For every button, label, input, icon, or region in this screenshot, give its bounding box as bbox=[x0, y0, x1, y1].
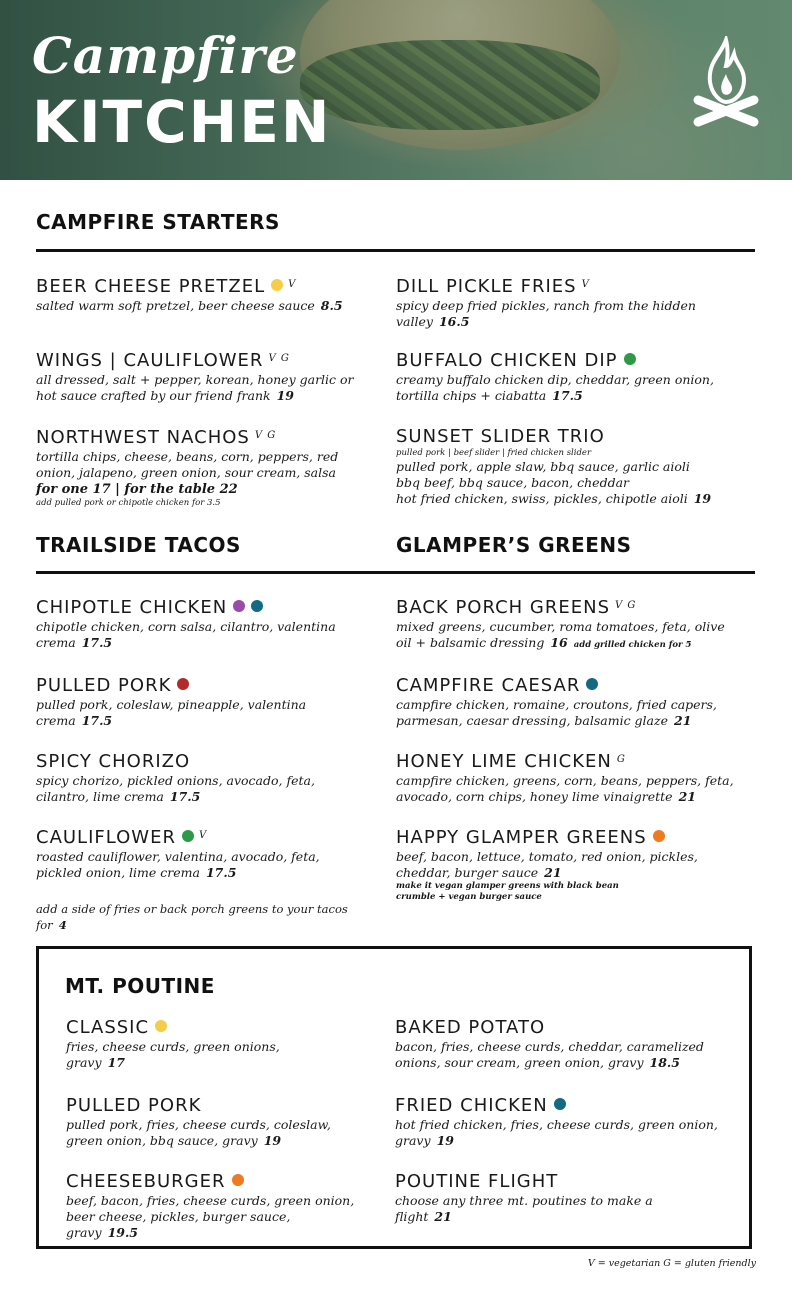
orange-dot-icon bbox=[232, 1174, 244, 1186]
item-price: 16 bbox=[550, 635, 568, 650]
item-price: 17.5 bbox=[81, 713, 113, 728]
item-description: pulled pork, coleslaw, pineapple, valentina crema bbox=[36, 697, 307, 728]
item-description: campfire chicken, greens, corn, beans, peppers, feta, avocado, corn chips, honey lime vinaigrette bbox=[396, 773, 734, 804]
menu-item bbox=[36, 597, 366, 651]
item-description: mixed greens, cucumber, roma tomatoes, feta, olive oil + balsamic dressing bbox=[396, 619, 725, 650]
item-description: all dressed, salt + pepper, korean, honey garlic or hot sauce crafted by our friend frank bbox=[36, 372, 354, 403]
item-price: 21 bbox=[434, 1209, 452, 1224]
blue-dot-icon bbox=[554, 1098, 566, 1110]
side-note-text: add a side of fries or back porch greens to your tacos for bbox=[36, 902, 348, 932]
diet-legend: V = vegetarian G = gluten friendly bbox=[587, 1258, 756, 1269]
blue-dot-icon bbox=[251, 600, 263, 612]
section-title-tacos: TRAILSIDE TACOS bbox=[36, 533, 241, 557]
item-description: beef, bacon, lettuce, tomato, red onion, pickles, cheddar, burger sauce bbox=[396, 849, 698, 880]
section-title-poutine: MT. POUTINE bbox=[65, 974, 215, 998]
item-name: SPICY CHORIZO bbox=[36, 751, 191, 772]
item-price: 21 bbox=[678, 789, 696, 804]
item-name: FRIED CHICKEN bbox=[395, 1095, 548, 1116]
tacos-side-note bbox=[36, 901, 376, 933]
item-name: HAPPY GLAMPER GREENS bbox=[396, 827, 647, 848]
brand-caps: KITCHEN bbox=[32, 88, 332, 156]
item-name: BUFFALO CHICKEN DIP bbox=[396, 350, 618, 371]
item-name: DILL PICKLE FRIES bbox=[396, 276, 577, 297]
item-price: 17.5 bbox=[552, 388, 583, 403]
item-price: 17.5 bbox=[205, 865, 237, 880]
item-description: tortilla chips, cheese, beans, corn, peppers, red onion, jalapeno, green onion, sour cream, salsa bbox=[36, 449, 339, 480]
diet-tag: V G bbox=[254, 430, 277, 441]
diet-tag: V bbox=[198, 830, 208, 841]
menu-item bbox=[36, 751, 366, 805]
item-description: roasted cauliflower, valentina, avocado, feta, pickled onion, lime crema bbox=[36, 849, 320, 880]
item-price-line: for one 17 | for the table 22 bbox=[36, 482, 238, 497]
item-price: 16.5 bbox=[438, 314, 470, 329]
menu-item bbox=[396, 276, 736, 330]
diet-tag: G bbox=[616, 754, 626, 765]
menu-item bbox=[66, 1095, 366, 1149]
menu-item bbox=[396, 675, 736, 729]
brand-script: Campfire bbox=[32, 26, 299, 85]
menu-item bbox=[395, 1095, 725, 1149]
item-description: choose any three mt. poutines to make a flight bbox=[395, 1193, 653, 1224]
menu-item bbox=[36, 427, 366, 509]
item-price: 19 bbox=[693, 491, 712, 506]
item-description: spicy deep fried pickles, ranch from the hidden valley bbox=[396, 298, 696, 329]
item-name: PULLED PORK bbox=[66, 1095, 202, 1116]
item-description: beef, bacon, fries, cheese curds, green onion, beer cheese, pickles, burger sauce, gravy bbox=[66, 1193, 355, 1240]
diet-tag: V G bbox=[615, 600, 637, 611]
item-description: campfire chicken, romaine, croutons, fried capers, parmesan, caesar dressing, balsamic glaze bbox=[396, 697, 717, 728]
item-price: 17.5 bbox=[81, 635, 113, 650]
item-name: PULLED PORK bbox=[36, 675, 172, 696]
orange-dot-icon bbox=[653, 830, 665, 842]
item-description: salted warm soft pretzel, beer cheese sauce bbox=[36, 298, 315, 313]
menu-item bbox=[66, 1017, 366, 1071]
item-line: pulled pork, apple slaw, bbq sauce, garlic aioli bbox=[396, 459, 690, 474]
header-banner bbox=[0, 0, 792, 180]
menu-item bbox=[395, 1171, 725, 1225]
section-title-starters: CAMPFIRE STARTERS bbox=[36, 210, 280, 234]
item-price: 21 bbox=[544, 865, 562, 880]
item-name: CHIPOTLE CHICKEN bbox=[36, 597, 228, 618]
diet-tag: V bbox=[288, 279, 297, 290]
item-name: BACK PORCH GREENS bbox=[396, 597, 610, 618]
item-description: chipotle chicken, corn salsa, cilantro, valentina crema bbox=[36, 619, 336, 650]
item-name: HONEY LIME CHICKEN bbox=[396, 751, 612, 772]
menu-item bbox=[66, 1171, 366, 1241]
menu-item bbox=[36, 675, 366, 729]
item-price: 19 bbox=[276, 388, 294, 403]
section-title-greens: GLAMPER’S GREENS bbox=[396, 533, 632, 557]
item-name: BAKED POTATO bbox=[395, 1017, 546, 1038]
yellow-dot-icon bbox=[271, 279, 283, 291]
menu-item bbox=[396, 426, 736, 507]
green-dot-icon bbox=[624, 353, 636, 365]
menu-item bbox=[36, 276, 366, 314]
side-note-price: 4 bbox=[58, 918, 67, 932]
menu-item bbox=[396, 751, 736, 805]
diet-tag: V G bbox=[268, 353, 290, 364]
item-line: hot fried chicken, swiss, pickles, chipotle aioli bbox=[396, 491, 688, 506]
green-dot-icon bbox=[182, 830, 194, 842]
section-divider bbox=[36, 571, 755, 574]
menu-item bbox=[395, 1017, 725, 1071]
item-name: POUTINE FLIGHT bbox=[395, 1171, 559, 1192]
item-description: fries, cheese curds, green onions, gravy bbox=[66, 1039, 280, 1070]
menu-item bbox=[396, 827, 736, 903]
item-description: bacon, fries, cheese curds, cheddar, caramelized onions, sour cream, green onion, gravy bbox=[395, 1039, 704, 1070]
item-name: CHEESEBURGER bbox=[66, 1171, 226, 1192]
item-price: 19.5 bbox=[107, 1225, 139, 1240]
item-price: 17.5 bbox=[169, 789, 201, 804]
item-description: hot fried chicken, fries, cheese curds, green onion, gravy bbox=[395, 1117, 718, 1148]
menu-item bbox=[396, 597, 736, 651]
item-name: CAULIFLOWER bbox=[36, 827, 176, 848]
item-description: creamy buffalo chicken dip, cheddar, green onion, tortilla chips + ciabatta bbox=[396, 372, 714, 403]
item-price: 18.5 bbox=[649, 1055, 680, 1070]
item-line: bbq beef, bbq sauce, bacon, cheddar bbox=[396, 475, 630, 490]
item-addon-note: make it vegan glamper greens with black bean crumble + vegan burger sauce bbox=[396, 881, 619, 902]
item-price: 8.5 bbox=[320, 298, 343, 313]
item-name: SUNSET SLIDER TRIO bbox=[396, 426, 605, 447]
purple-dot-icon bbox=[233, 600, 245, 612]
item-addon-note: add pulled pork or chipotle chicken for 3.5 bbox=[36, 498, 221, 508]
item-name: CLASSIC bbox=[66, 1017, 150, 1038]
item-name: BEER CHEESE PRETZEL bbox=[36, 276, 266, 297]
menu-item bbox=[36, 827, 366, 881]
blue-dot-icon bbox=[586, 678, 598, 690]
yellow-dot-icon bbox=[155, 1020, 167, 1032]
item-price: 21 bbox=[674, 713, 692, 728]
menu-item bbox=[396, 350, 736, 404]
item-name: WINGS | CAULIFLOWER bbox=[36, 350, 264, 371]
item-description: pulled pork, fries, cheese curds, coleslaw, green onion, bbq sauce, gravy bbox=[66, 1117, 331, 1148]
campfire-icon bbox=[690, 36, 762, 132]
item-subtitle: pulled pork | beef slider | fried chicken slider bbox=[396, 448, 592, 458]
item-name: NORTHWEST NACHOS bbox=[36, 427, 250, 448]
item-price: 17 bbox=[107, 1055, 125, 1070]
red-dot-icon bbox=[177, 678, 189, 690]
item-price: 19 bbox=[263, 1133, 282, 1148]
item-description: spicy chorizo, pickled onions, avocado, feta, cilantro, lime crema bbox=[36, 773, 315, 804]
menu-item bbox=[36, 350, 366, 404]
item-name: CAMPFIRE CAESAR bbox=[396, 675, 581, 696]
diet-tag: V bbox=[581, 279, 590, 290]
item-addon-note: add grilled chicken for 5 bbox=[573, 640, 692, 650]
item-price: 19 bbox=[436, 1133, 454, 1148]
section-divider bbox=[36, 249, 755, 252]
